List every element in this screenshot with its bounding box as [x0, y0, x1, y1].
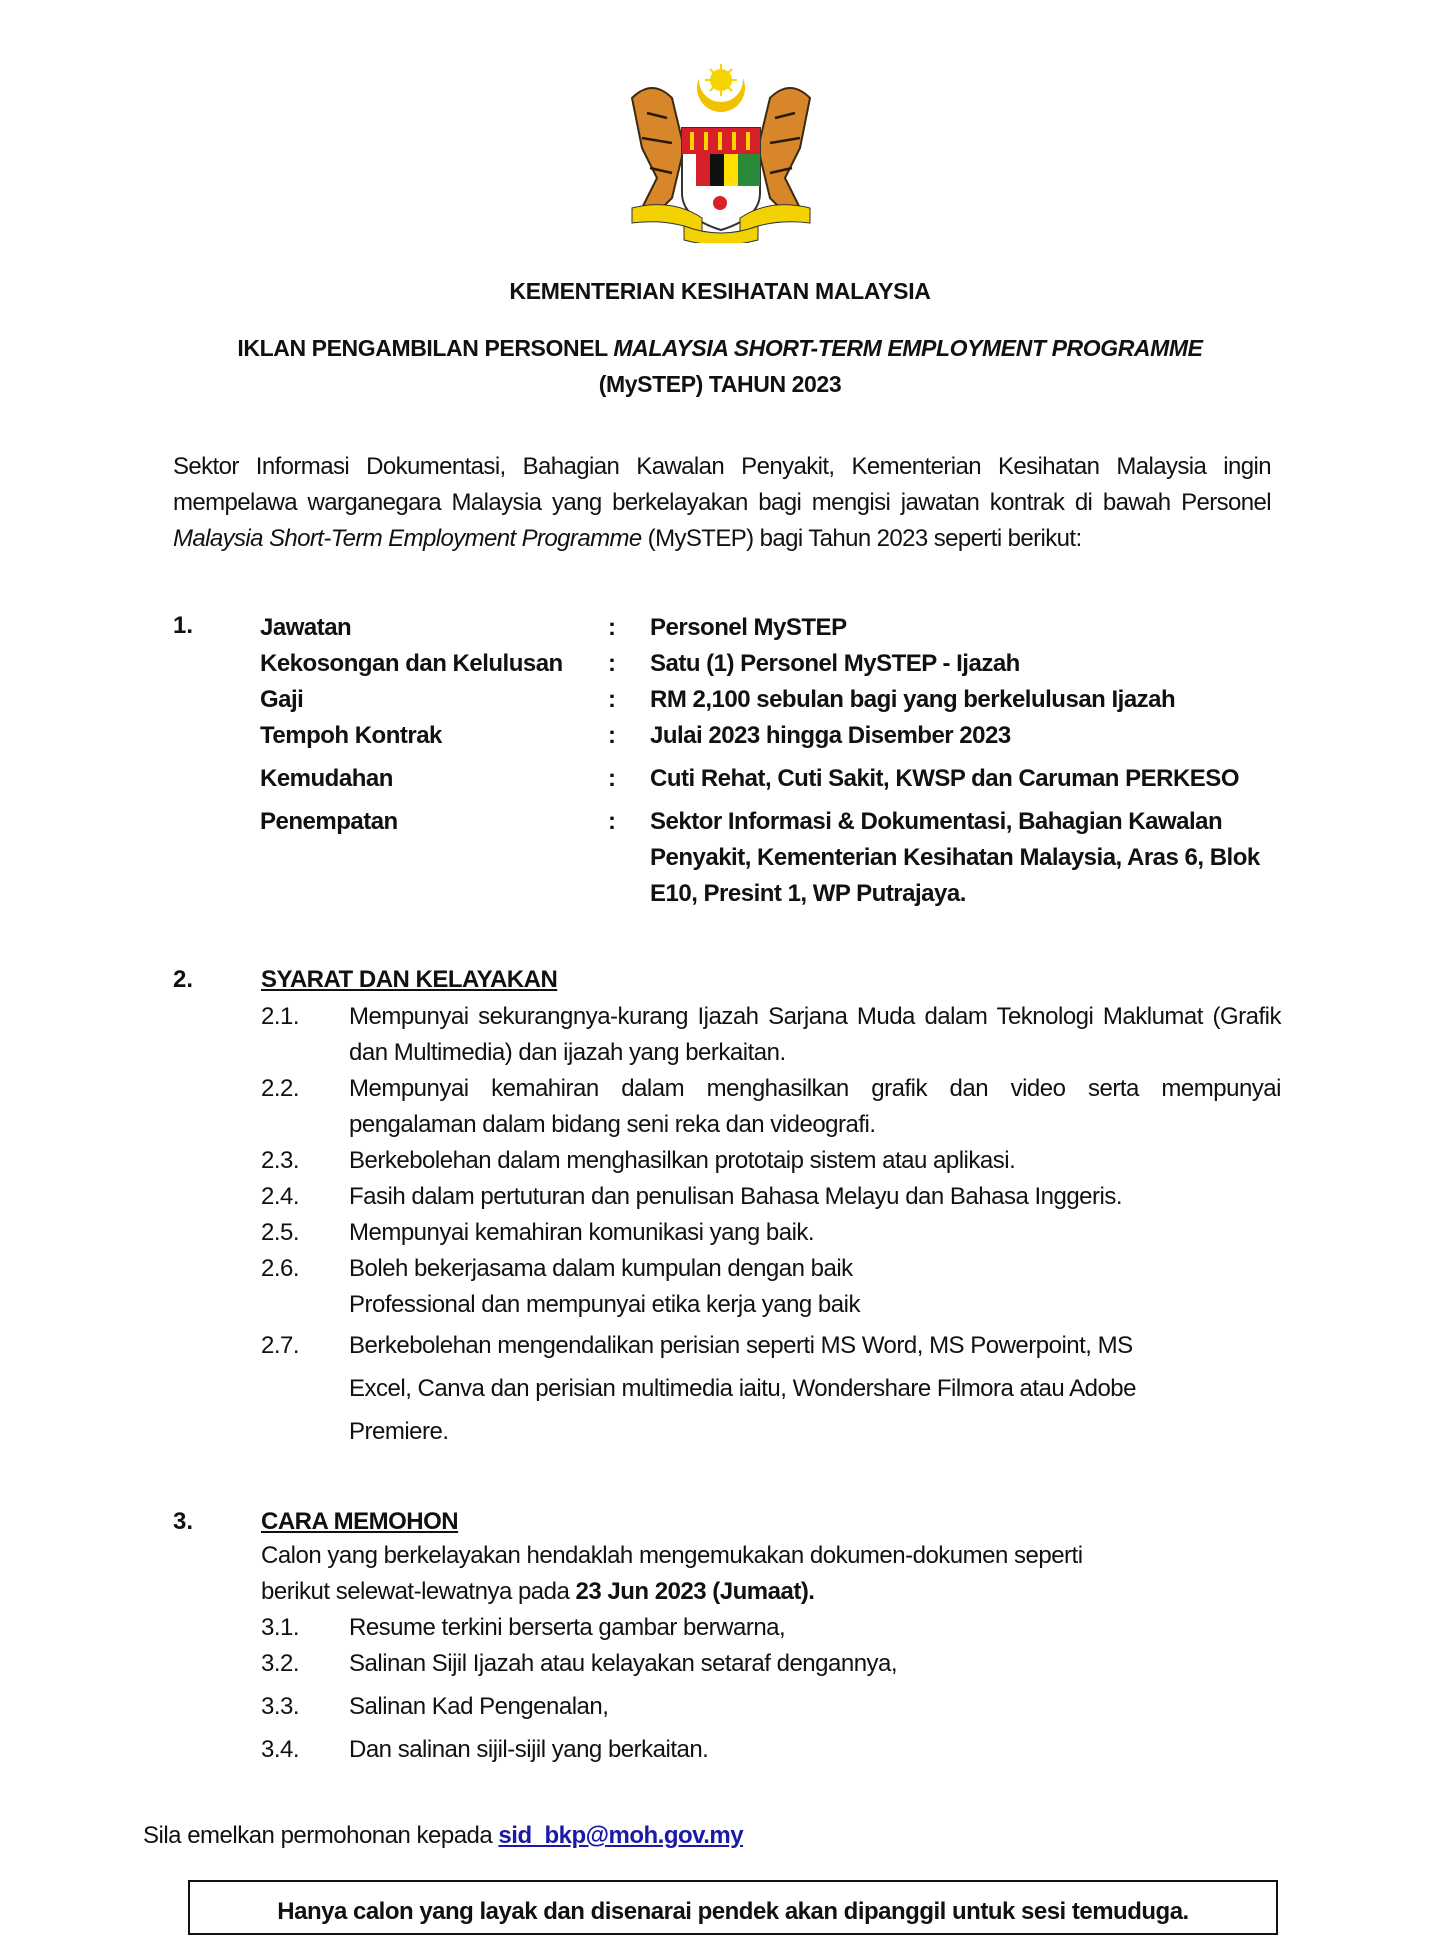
detail-row-gaji: Gaji : RM 2,100 sebulan bagi yang berkelulusan Ijazah — [260, 686, 1176, 713]
detail-row-penempatan: Penempatan : Sektor Informasi & Dokumentasi, Bahagian Kawalan Penyakit, Kementerian Kesihatan Malaysia, Aras 6, Blok E10, Presint 1, WP Putrajaya. — [260, 808, 1260, 907]
detail-row-kekosongan: Kekosongan dan Kelulusan : Satu (1) Personel MySTEP - Ijazah — [260, 650, 1020, 677]
detail-row-kemudahan: Kemudahan : Cuti Rehat, Cuti Sakit, KWSP dan Caruman PERKESO — [260, 765, 1239, 792]
section-3-heading: CARA MEMOHON — [261, 1508, 459, 1535]
section-3-number: 3. — [173, 1508, 194, 1535]
deadline: 23 Jun 2023 (Jumaat). — [575, 1578, 815, 1605]
requirement-item: 2.2. Mempunyai kemahiran dalam menghasilkan grafik dan video serta mempunyai pengalaman dalam bidang seni reka dan videografi. — [261, 1075, 1281, 1138]
section-2-heading: SYARAT DAN KELAYAKAN — [261, 966, 558, 993]
malaysia-coat-of-arms — [612, 58, 830, 243]
section-1-number: 1. — [173, 612, 194, 639]
requirement-item: 2.6. Boleh bekerjasama dalam kumpulan dengan baik Professional dan mempunyai etika kerja yang baik — [261, 1255, 860, 1318]
email-link[interactable]: sid_bkp@moh.gov.my — [498, 1822, 744, 1849]
requirement-item: 2.7. Berkebolehan mengendalikan perisian seperti MS Word, MS Powerpoint, MS Excel, Canva dan perisian multimedia iaitu, Wondershare Filmora atau Adobe Premiere. — [261, 1332, 1136, 1445]
detail-row-jawatan: Jawatan : Personel MySTEP — [260, 614, 847, 641]
advert-title: IKLAN PENGAMBILAN PERSONEL MALAYSIA SHORT-TERM EMPLOYMENT PROGRAMME (MySTEP) TAHUN 2023 — [237, 335, 1203, 397]
shortlist-notice-box — [188, 1880, 1278, 1935]
application-instructions: Calon yang berkelayakan hendaklah mengemukakan dokumen-dokumen seperti berikut selewat-lewatnya pada 23 Jun 2023 (Jumaat). — [261, 1542, 1083, 1605]
requirement-item: 2.1. Mempunyai sekurangnya-kurang Ijazah Sarjana Muda dalam Teknologi Maklumat (Grafik dan Multimedia) dan ijazah yang berkaitan. — [261, 1003, 1281, 1066]
email-instruction: Sila emelkan permohonan kepada sid_bkp@moh.gov.my — [143, 1822, 744, 1849]
shortlist-notice: Hanya calon yang layak dan disenarai pendek akan dipanggil untuk sesi temuduga. — [277, 1898, 1189, 1925]
detail-row-tempoh: Tempoh Kontrak : Julai 2023 hingga Disember 2023 — [260, 722, 1011, 749]
ministry-title: KEMENTERIAN KESIHATAN MALAYSIA — [509, 278, 931, 304]
intro-paragraph: Sektor Informasi Dokumentasi, Bahagian Kawalan Penyakit, Kementerian Kesihatan Malaysia ingin mempelawa warganegara Malaysia yang berkelayakan bagi mengisi jawatan kontrak di bawah Personel Malaysia Short-Term Employment Programme (MySTEP) bagi Tahun 2023 seperti berikut: — [173, 453, 1271, 552]
section-2-number: 2. — [173, 966, 194, 993]
